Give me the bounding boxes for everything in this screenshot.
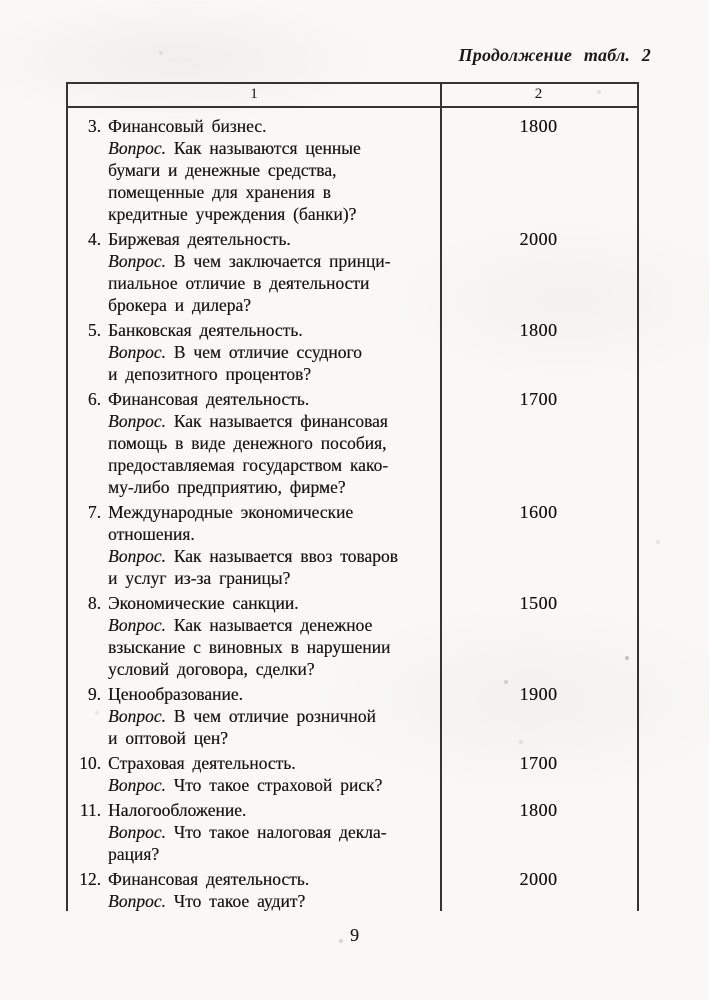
- row-value: 2000: [519, 869, 558, 889]
- question-label: Вопрос.: [108, 251, 166, 271]
- topic-cell: [68, 683, 440, 749]
- row-value: 1700: [519, 389, 558, 409]
- table-row: [68, 388, 637, 498]
- question-line: Вопрос. Как называется денежное: [108, 615, 373, 635]
- question-line: Вопрос. Как называется финансовая: [108, 411, 388, 431]
- question-line: му-либо предприятию, фирме?: [108, 477, 346, 497]
- topic-cell: [68, 501, 440, 589]
- question-label: Вопрос.: [108, 891, 166, 911]
- question-label: Вопрос.: [108, 411, 166, 431]
- row-number: 4.: [87, 229, 101, 249]
- question-line: Вопрос. Что такое страховой риск?: [108, 775, 383, 795]
- topic-text: [108, 752, 440, 796]
- question-label: Вопрос.: [108, 342, 166, 362]
- value-cell: [440, 388, 637, 498]
- value-cell: [440, 228, 637, 316]
- question-line: условий договора, сделки?: [108, 659, 315, 679]
- topic-cell: [68, 868, 440, 912]
- value-cell: [440, 752, 637, 796]
- question-label: Вопрос.: [108, 138, 166, 158]
- question-line: брокера и дилера?: [108, 295, 251, 315]
- table-row: [68, 501, 637, 589]
- row-value: 2000: [519, 229, 558, 249]
- row-title-line: Экономические санкции.: [108, 593, 299, 613]
- value-cell: [440, 799, 637, 865]
- question-label: Вопрос.: [108, 615, 166, 635]
- table-row: [68, 228, 637, 316]
- topic-cell: [68, 115, 440, 225]
- question-line: взыскание с виновных в нарушении: [108, 637, 391, 657]
- column-header-1: 1: [250, 86, 258, 102]
- row-value: 1900: [519, 684, 558, 704]
- table-header-row: [68, 84, 637, 108]
- topic-cell: [68, 752, 440, 796]
- table-body: [68, 108, 637, 912]
- question-line: Вопрос. Как называется ввоз товаров: [108, 546, 398, 566]
- table-row: [68, 592, 637, 680]
- column-divider: [440, 84, 442, 911]
- row-number: 10.: [79, 753, 101, 773]
- table-row: [68, 868, 637, 912]
- question-line: и депозитного процентов?: [108, 364, 311, 384]
- value-cell: [440, 683, 637, 749]
- row-number: 7.: [87, 502, 101, 522]
- table-continuation-caption: Продолжение табл. 2: [458, 45, 651, 65]
- topic-cell: [68, 592, 440, 680]
- row-title-line: Банковская деятельность.: [108, 320, 303, 340]
- row-number: 11.: [79, 800, 101, 820]
- question-line: пиальное отличие в деятельности: [108, 273, 370, 293]
- row-title-line: Налогообложение.: [108, 800, 247, 820]
- question-label: Вопрос.: [108, 775, 166, 795]
- question-line: Вопрос. Что такое аудит?: [108, 891, 306, 911]
- question-line: и услуг из-за границы?: [108, 568, 291, 588]
- question-label: Вопрос.: [108, 706, 166, 726]
- topic-cell: [68, 388, 440, 498]
- row-title-line: Биржевая деятельность.: [108, 229, 291, 249]
- question-line: рация?: [108, 844, 160, 864]
- topic-text: [108, 592, 440, 680]
- question-line: кредитные учреждения (банки)?: [108, 204, 357, 224]
- topic-text: [108, 501, 440, 589]
- question-line: помещенные для хранения в: [108, 182, 331, 202]
- row-value: 1800: [519, 800, 558, 820]
- topic-text: [108, 799, 440, 865]
- row-title-line: Международные экономические: [108, 502, 354, 522]
- question-line: Вопрос. Как называются ценные: [108, 138, 361, 158]
- table-row: [68, 319, 637, 385]
- row-title-line: Финансовая деятельность.: [108, 389, 310, 409]
- value-cell: [440, 592, 637, 680]
- topic-text: [108, 319, 440, 385]
- topic-text: [108, 683, 440, 749]
- topic-text: [108, 868, 440, 912]
- value-cell: [440, 319, 637, 385]
- row-number: 8.: [87, 593, 101, 613]
- row-number: 9.: [87, 684, 101, 704]
- question-line: бумаги и денежные средства,: [108, 160, 337, 180]
- row-title-line: Страховая деятельность.: [108, 753, 296, 773]
- topic-cell: [68, 319, 440, 385]
- row-number: 6.: [87, 389, 101, 409]
- page-number: 9: [350, 925, 359, 945]
- row-title-line: отношения.: [108, 524, 195, 544]
- quiz-topics-table: [66, 82, 639, 911]
- table-row: [68, 799, 637, 865]
- table-row: [68, 683, 637, 749]
- row-number: 3.: [87, 116, 101, 136]
- value-cell: [440, 868, 637, 912]
- question-line: помощь в виде денежного пособия,: [108, 433, 387, 453]
- topic-cell: [68, 228, 440, 316]
- column-header-2: 2: [534, 86, 543, 102]
- value-cell: [440, 501, 637, 589]
- question-line: Вопрос. Что такое налоговая декла-: [108, 822, 387, 842]
- row-title-line: Финансовая деятельность.: [108, 869, 310, 889]
- row-title-line: Ценообразование.: [108, 684, 243, 704]
- question-line: предоставляемая государством како-: [108, 455, 389, 475]
- row-title-line: Финансовый бизнес.: [108, 116, 267, 136]
- question-label: Вопрос.: [108, 546, 166, 566]
- scan-speckles: [0, 0, 2, 2]
- value-cell: [440, 115, 637, 225]
- table-row: [68, 115, 637, 225]
- question-label: Вопрос.: [108, 822, 166, 842]
- row-value: 1700: [519, 753, 558, 773]
- row-value: 1500: [519, 593, 558, 613]
- question-line: Вопрос. В чем отличие розничной: [108, 706, 376, 726]
- question-line: и оптовой цен?: [108, 728, 228, 748]
- question-line: Вопрос. В чем отличие ссудного: [108, 342, 362, 362]
- row-number: 12.: [79, 869, 101, 889]
- table-row: [68, 752, 637, 796]
- topic-text: [108, 388, 440, 498]
- row-number: 5.: [87, 320, 101, 340]
- row-value: 1800: [519, 320, 558, 340]
- question-line: Вопрос. В чем заключается принци-: [108, 251, 391, 271]
- topic-text: [108, 228, 440, 316]
- row-value: 1600: [519, 502, 558, 522]
- topic-text: [108, 115, 440, 225]
- topic-cell: [68, 799, 440, 865]
- row-value: 1800: [519, 116, 558, 136]
